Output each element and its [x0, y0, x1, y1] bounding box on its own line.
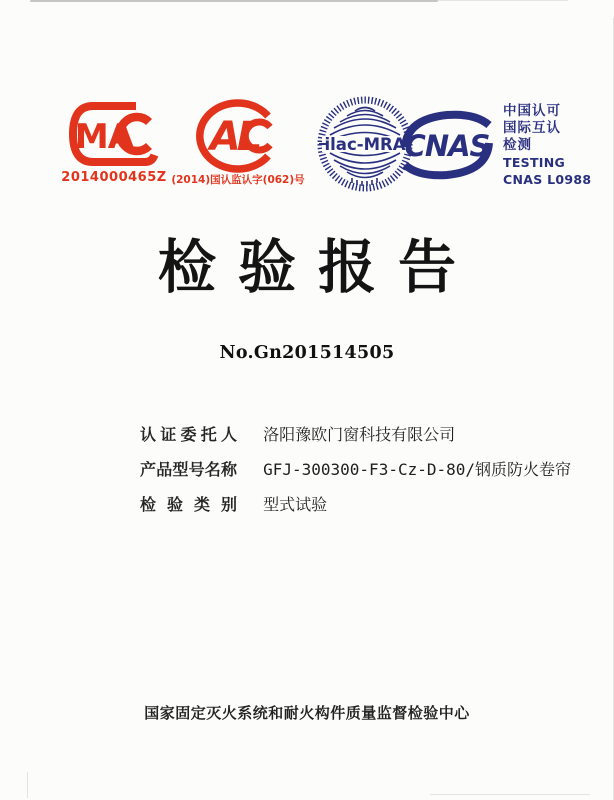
cnas-line-china-accredited: 中国认可 [503, 103, 561, 119]
report-fields [140, 424, 571, 529]
cal-certification-logo [194, 97, 282, 175]
field-label-applicant: 认证委托人 [140, 425, 237, 444]
field-value-test-category: 型式试验 [263, 495, 328, 514]
field-row-product-model [140, 459, 571, 480]
cnas-line-testing-cn: 检测 [503, 137, 532, 153]
field-value-applicant: 洛阳豫欧门窗科技有限公司 [263, 425, 456, 444]
cal-certificate-number: (2014)国认监认字(062)号 [171, 174, 305, 186]
scan-mark-bottom-left [27, 772, 28, 798]
field-row-applicant [140, 424, 571, 445]
cal-letters: AL [209, 114, 259, 160]
scan-edge-top-faint [438, 0, 568, 1]
cnas-accreditation-text [503, 103, 591, 188]
field-label-product-model: 产品型号名称 [140, 460, 237, 479]
field-value-product-model: GFJ-300300-F3-Cz-D-80/钢质防火卷帘 [263, 460, 572, 479]
cma-certification-logo [66, 99, 162, 169]
cma-certificate-number: 2014000465Z [61, 170, 167, 185]
ilac-mra-label: ilac-MRA [324, 135, 406, 154]
cnas-line-testing-en: TESTING [503, 155, 566, 170]
cnas-line-lab-number: CNAS L0988 [503, 172, 592, 187]
report-number: No.Gn201514505 [219, 343, 395, 363]
scan-mark-bottom-right [430, 794, 590, 795]
cnas-line-mutual-recognition: 国际互认 [503, 120, 561, 136]
field-label-test-category: 检验类别 [140, 495, 237, 514]
report-title [0, 220, 614, 304]
report-title-text: 检验报告 [157, 233, 479, 301]
scan-edge-top [30, 0, 438, 2]
cma-letters: MA [74, 117, 134, 157]
cnas-wordmark: CNAS [404, 129, 490, 163]
cnas-logo [399, 107, 495, 183]
field-row-test-category [140, 494, 571, 515]
testing-center-name: 国家固定灭火系统和耐火构件质量监督检验中心 [144, 704, 470, 722]
